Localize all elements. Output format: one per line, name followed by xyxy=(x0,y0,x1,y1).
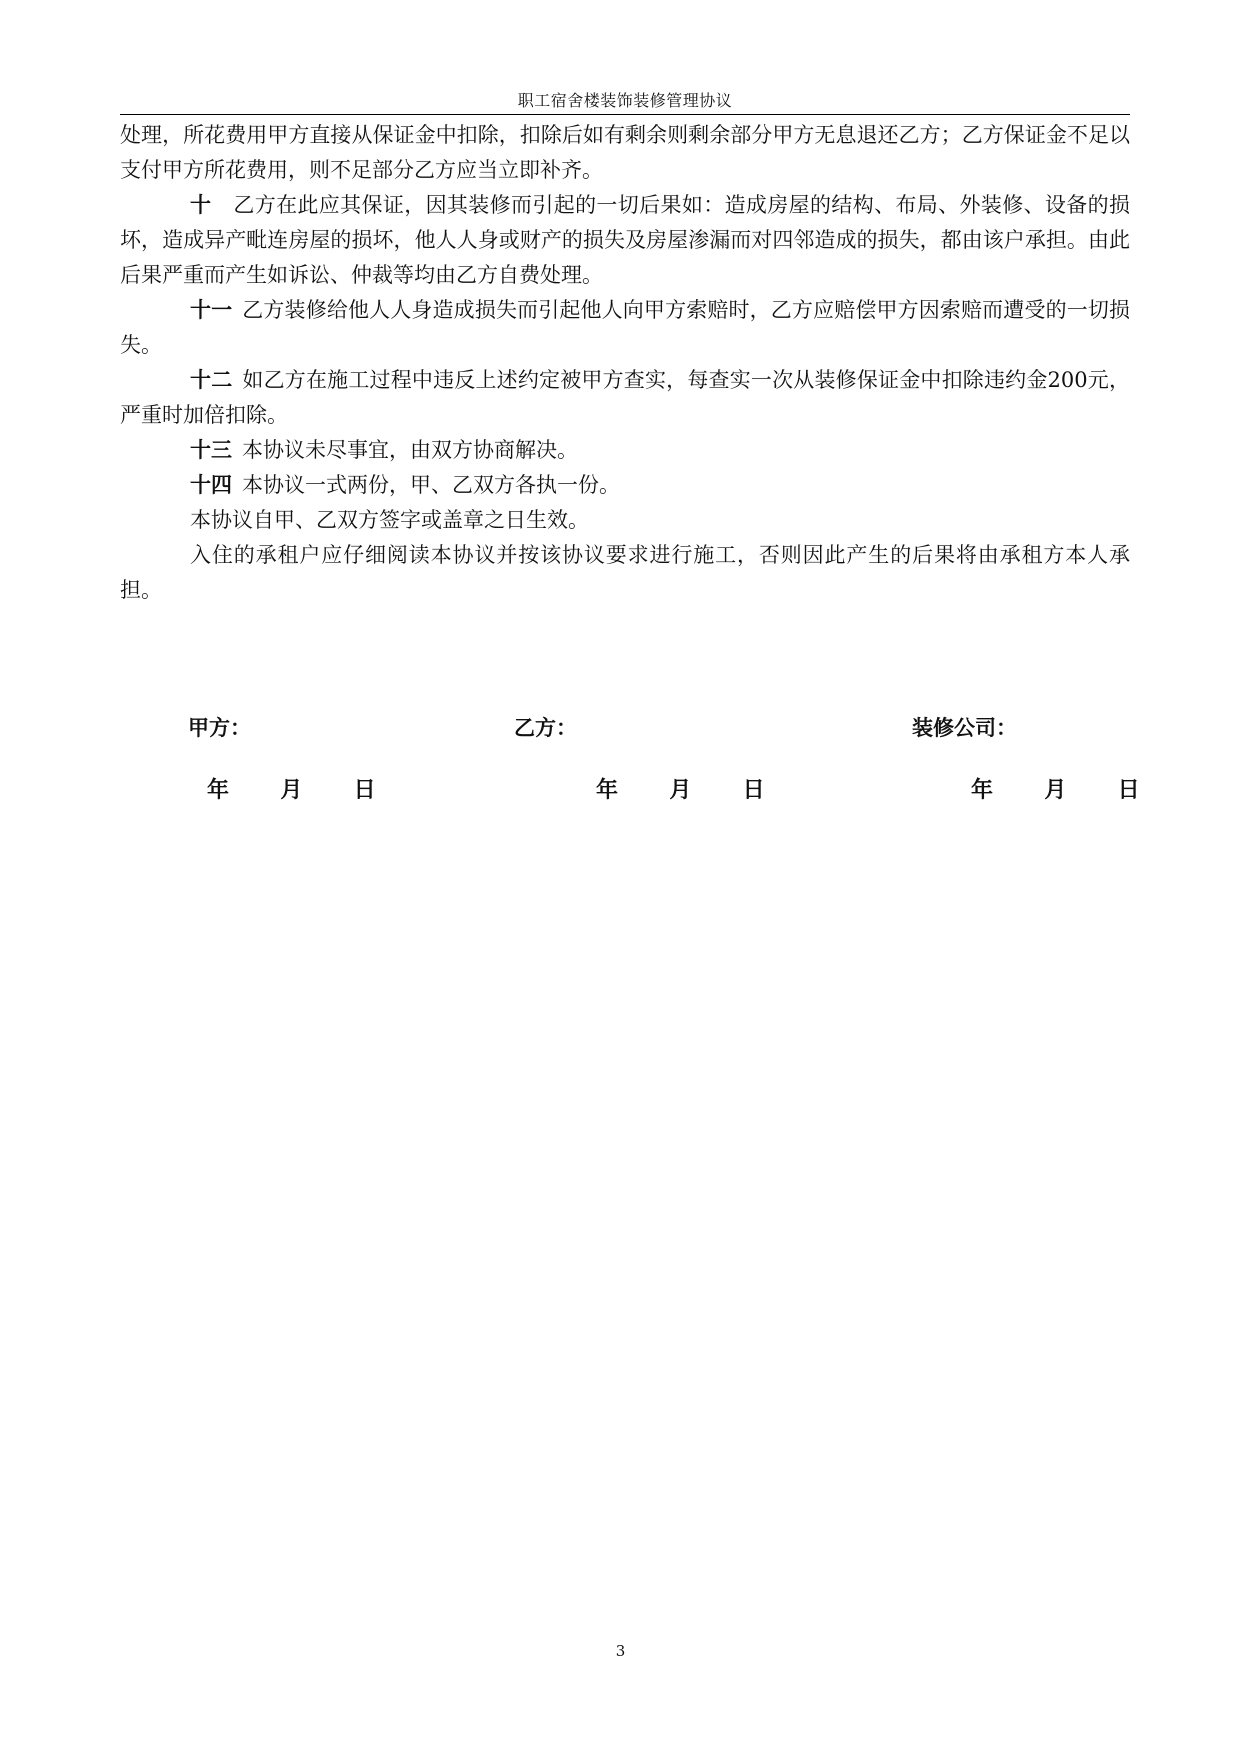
clause-12 xyxy=(120,363,1130,433)
clause-13 xyxy=(120,433,1130,468)
header-divider xyxy=(120,114,1130,115)
clause-text: 如乙方在施工过程中违反上述约定被甲方查实，每查实一次从装修保证金中扣除违约金200元，严重时加倍扣除。 xyxy=(120,368,1130,427)
clause-text: 本协议一式两份，甲、乙双方各执一份。 xyxy=(242,473,620,497)
tenant-notice: 入住的承租户应仔细阅读本协议并按该协议要求进行施工，否则因此产生的后果将由承租方本人承担。 xyxy=(120,543,1130,602)
clause-number: 十一 xyxy=(190,298,233,322)
clause-number: 十四 xyxy=(190,473,232,497)
agreement-body xyxy=(120,118,1130,608)
date-party-b: 年 月 日 xyxy=(596,778,765,803)
clause-number: 十二 xyxy=(190,368,233,392)
paragraph-continuation: 处理，所花费用甲方直接从保证金中扣除，扣除后如有剩余则剩余部分甲方无息退还乙方；乙方保证金不足以支付甲方所花费用，则不足部分乙方应当立即补齐。 xyxy=(120,123,1130,182)
signature-company: 装修公司： xyxy=(912,716,1017,740)
date-party-a: 年 月 日 xyxy=(207,778,376,803)
clause-number: 十三 xyxy=(190,438,232,462)
effective-clause: 本协议自甲、乙双方签字或盖章之日生效。 xyxy=(190,508,589,532)
clause-number: 十 xyxy=(190,193,212,217)
running-header: 职工宿舍楼装饰装修管理协议 xyxy=(517,91,733,110)
clause-text: 本协议未尽事宜，由双方协商解决。 xyxy=(242,438,578,462)
page-number: 3 xyxy=(615,1642,626,1660)
clause-10 xyxy=(120,188,1130,293)
clause-text: 乙方在此应其保证，因其装修而引起的一切后果如：造成房屋的结构、布局、外装修、设备的损坏，造成异产毗连房屋的损坏，他人人身或财产的损失及房屋渗漏而对四邻造成的损失，都由该户承担。由此后果严重而产生如诉讼、仲裁等均由乙方自费处理。 xyxy=(120,193,1130,287)
date-company: 年 月 日 xyxy=(971,778,1140,803)
clause-14 xyxy=(120,468,1130,503)
signature-party-a: 甲方： xyxy=(188,716,251,740)
signature-party-b: 乙方： xyxy=(514,716,577,740)
clause-text: 乙方装修给他人人身造成损失而引起他人向甲方索赔时，乙方应赔偿甲方因索赔而遭受的一切损失。 xyxy=(120,298,1130,357)
clause-11 xyxy=(120,293,1130,363)
